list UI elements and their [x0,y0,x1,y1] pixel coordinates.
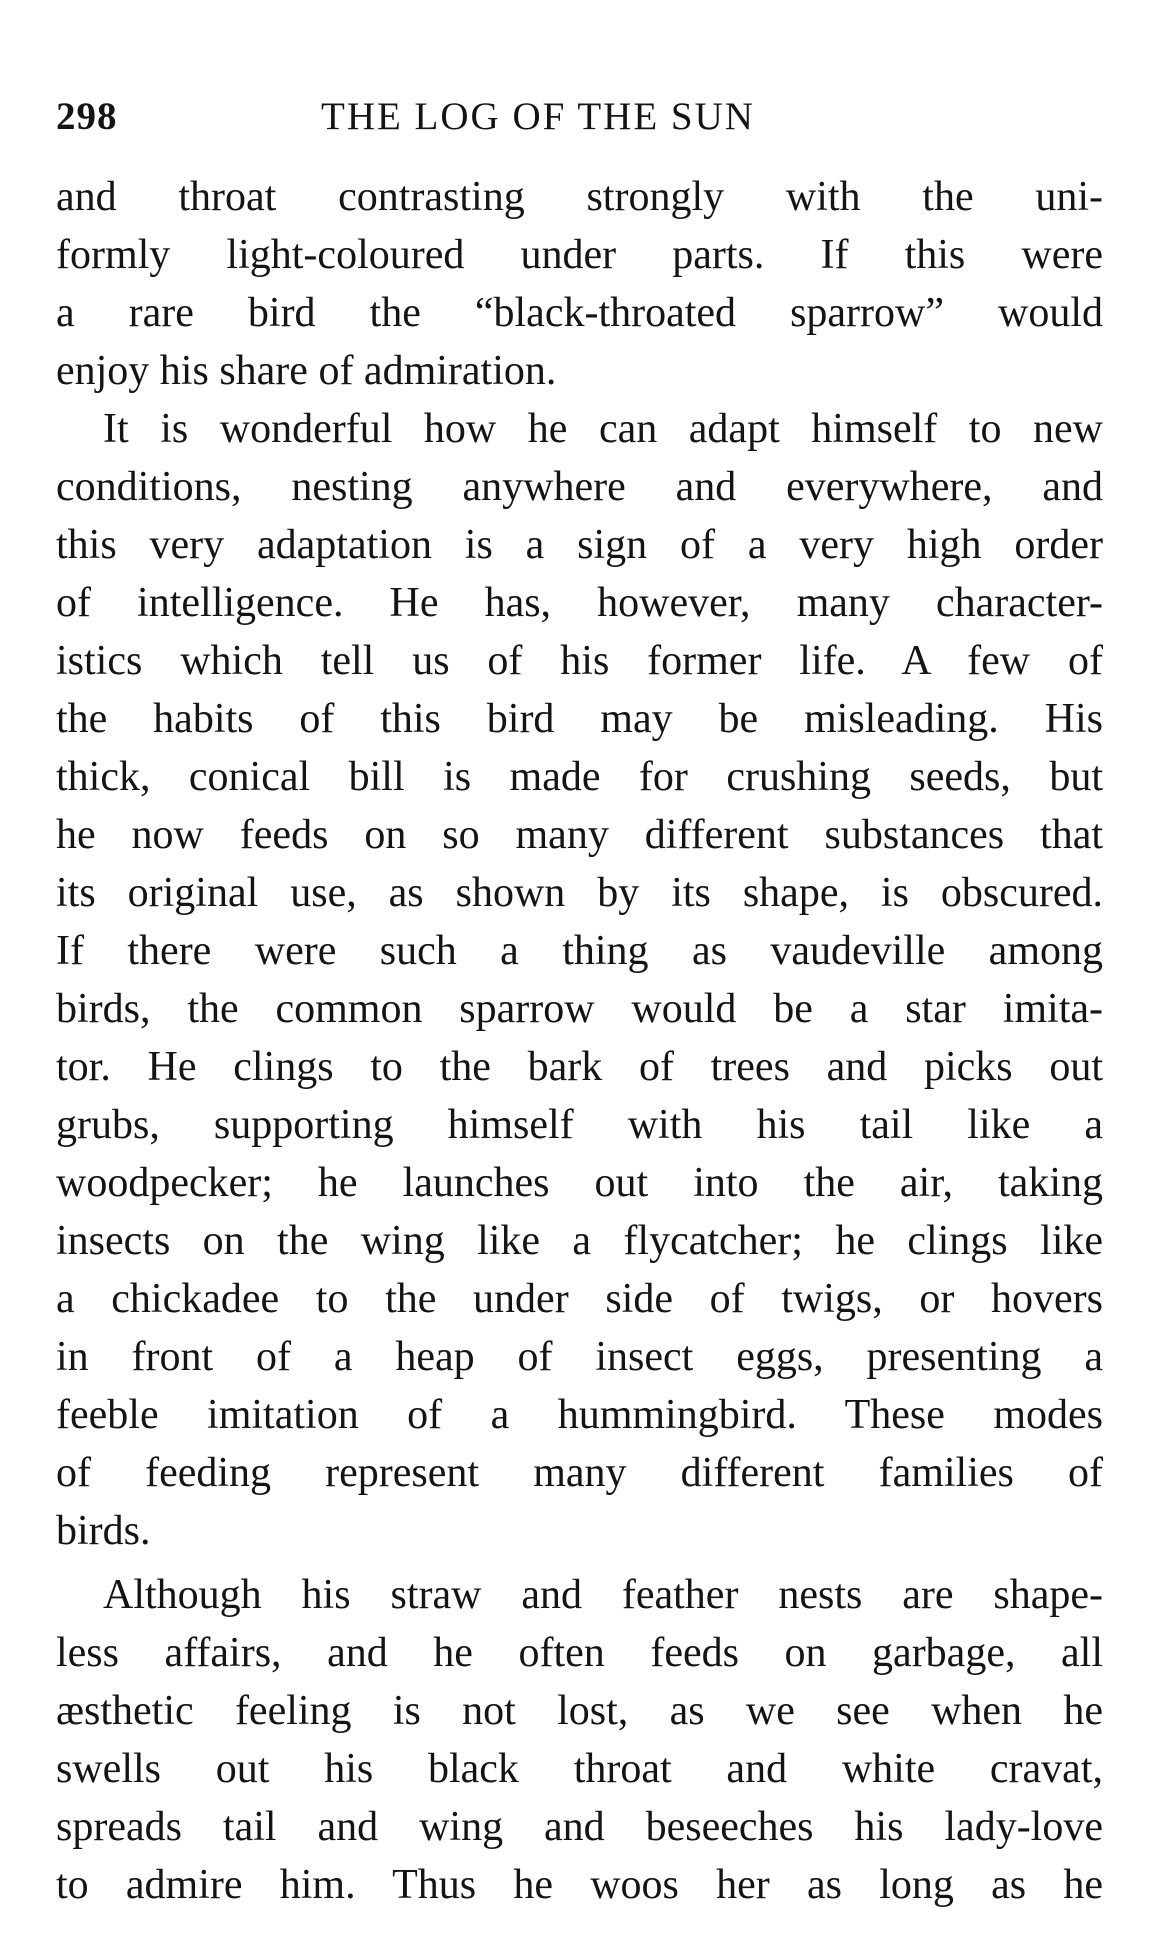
text-line: insects on the wing like a flycatcher; he clings like [56,1218,1103,1264]
text-line: this very adaptation is a sign of a very high order [56,522,1103,568]
text-line: its original use, as shown by its shape, is obscured. [56,870,1103,916]
text-line: It is wonderful how he can adapt himself to new [103,406,1103,452]
paragraph [56,168,1103,400]
text-line: thick, conical bill is made for crushing seeds, but [56,754,1103,800]
text-line: and throat contrasting strongly with the uni- [56,174,1103,220]
text-line: woodpecker; he launches out into the air, taking [56,1160,1103,1206]
text-line: a rare bird the “black-throated sparrow” would [56,290,1103,336]
text-line: to admire him. Thus he woos her as long as he [56,1862,1103,1908]
text-line: birds, the common sparrow would be a star imita- [56,986,1103,1032]
paragraph [56,400,1103,1560]
page-number: 298 [56,95,118,138]
text-line: conditions, nesting anywhere and everywhere, and [56,464,1103,510]
text-line: a chickadee to the under side of twigs, or hovers [56,1276,1103,1322]
text-line: of intelligence. He has, however, many character- [56,580,1103,626]
running-head [56,92,1103,142]
text-line: he now feeds on so many different substances that [56,812,1103,858]
text-line: feeble imitation of a hummingbird. These modes [56,1392,1103,1438]
text-line: enjoy his share of admiration. [56,348,557,394]
text-line: istics which tell us of his former life. A few of [56,638,1103,684]
text-line: If there were such a thing as vaudeville among [56,928,1103,974]
text-line: tor. He clings to the bark of trees and picks out [56,1044,1103,1090]
body-text [56,168,1103,1914]
text-line: grubs, supporting himself with his tail like a [56,1102,1103,1148]
text-line: of feeding represent many different families of [56,1450,1103,1496]
text-line: birds. [56,1508,151,1554]
text-line: in front of a heap of insect eggs, presenting a [56,1334,1103,1380]
text-line: formly light-coloured under parts. If this were [56,232,1103,278]
text-line: æsthetic feeling is not lost, as we see when he [56,1688,1103,1734]
text-line: spreads tail and wing and beseeches his lady-love [56,1804,1103,1850]
paragraph [56,1566,1103,1914]
text-line: Although his straw and feather nests are shape- [103,1572,1103,1618]
running-title: THE LOG OF THE SUN [321,95,755,138]
text-line: less affairs, and he often feeds on garbage, all [56,1630,1103,1676]
text-line: the habits of this bird may be misleading. His [56,696,1103,742]
text-line: swells out his black throat and white cravat, [56,1746,1103,1792]
